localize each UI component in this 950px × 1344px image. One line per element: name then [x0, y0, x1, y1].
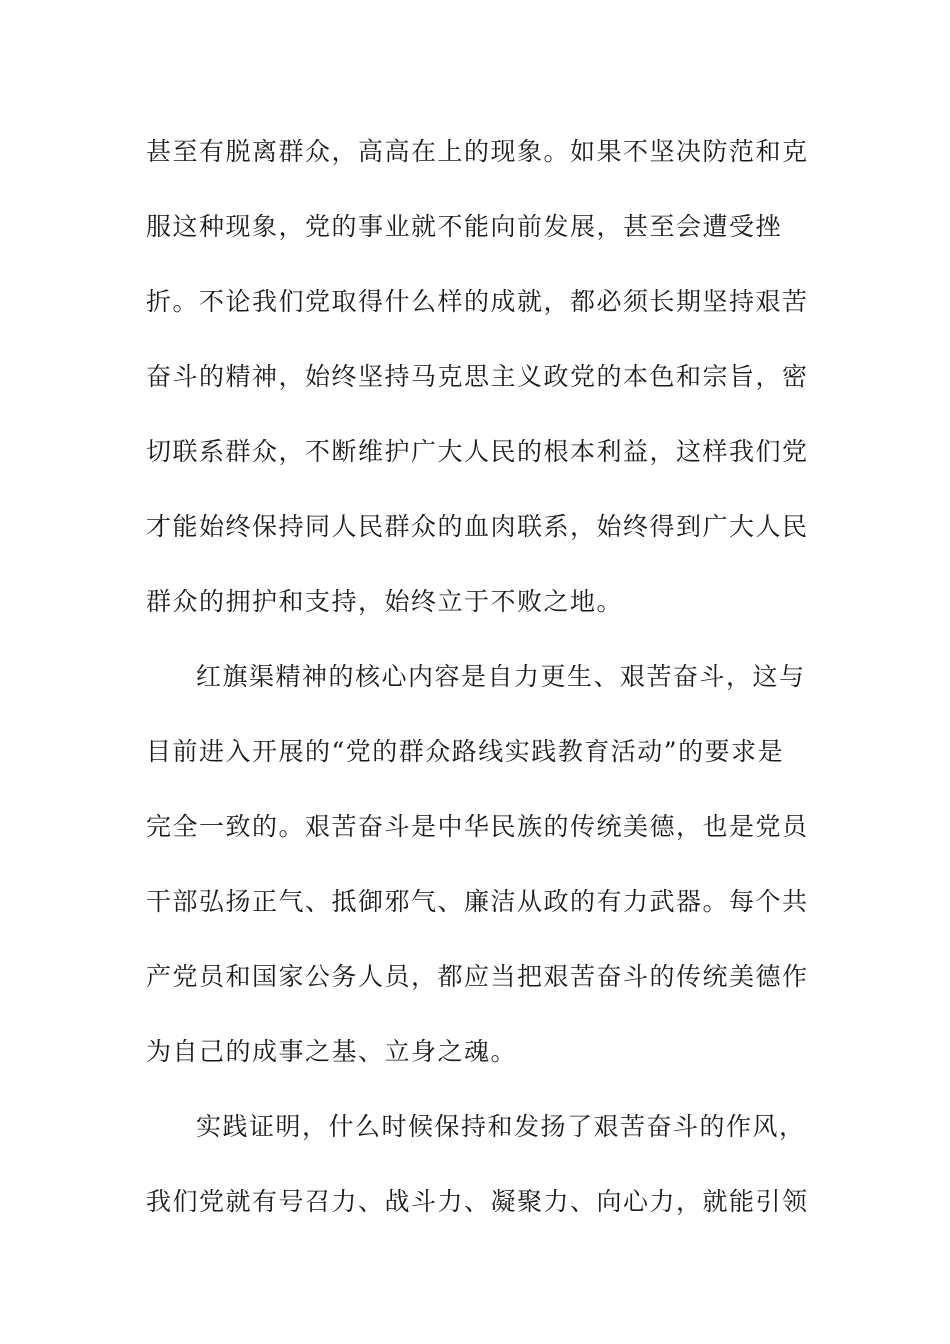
text-line: 切联系群众，不断维护广大人民的根本利益，这样我们党: [146, 437, 809, 466]
text-line: 产党员和国家公务人员，都应当把艰苦奋斗的传统美德作: [146, 962, 809, 991]
text-line: 目前进入开展的“党的群众路线实践教育活动”的要求是: [146, 737, 785, 766]
text-line: 我们党就有号召力、战斗力、凝聚力、向心力，就能引领: [146, 1187, 809, 1216]
text-line: 群众的拥护和支持，始终立于不败之地。: [146, 587, 624, 616]
text-line: 干部弘扬正气、抵御邪气、廉洁从政的有力武器。每个共: [146, 887, 809, 916]
text-line: 折。不论我们党取得什么样的成就，都必须长期坚持艰苦: [146, 287, 809, 316]
paragraph-first-line: 红旗渠精神的核心内容是自力更生、艰苦奋斗，这与: [196, 662, 806, 691]
text-line: 完全一致的。艰苦奋斗是中华民族的传统美德，也是党员: [146, 812, 809, 841]
text-line: 为自己的成事之基、立身之魂。: [146, 1037, 518, 1066]
paragraph-first-line: 实践证明，什么时候保持和发扬了艰苦奋斗的作风，: [196, 1112, 806, 1141]
text-line: 奋斗的精神，始终坚持马克思主义政党的本色和宗旨，密: [146, 362, 809, 391]
text-line: 甚至有脱离群众，高高在上的现象。如果不坚决防范和克: [146, 137, 809, 166]
text-line: 才能始终保持同人民群众的血肉联系，始终得到广大人民: [146, 512, 809, 541]
text-line: 服这种现象，党的事业就不能向前发展，甚至会遭受挫: [146, 212, 783, 241]
